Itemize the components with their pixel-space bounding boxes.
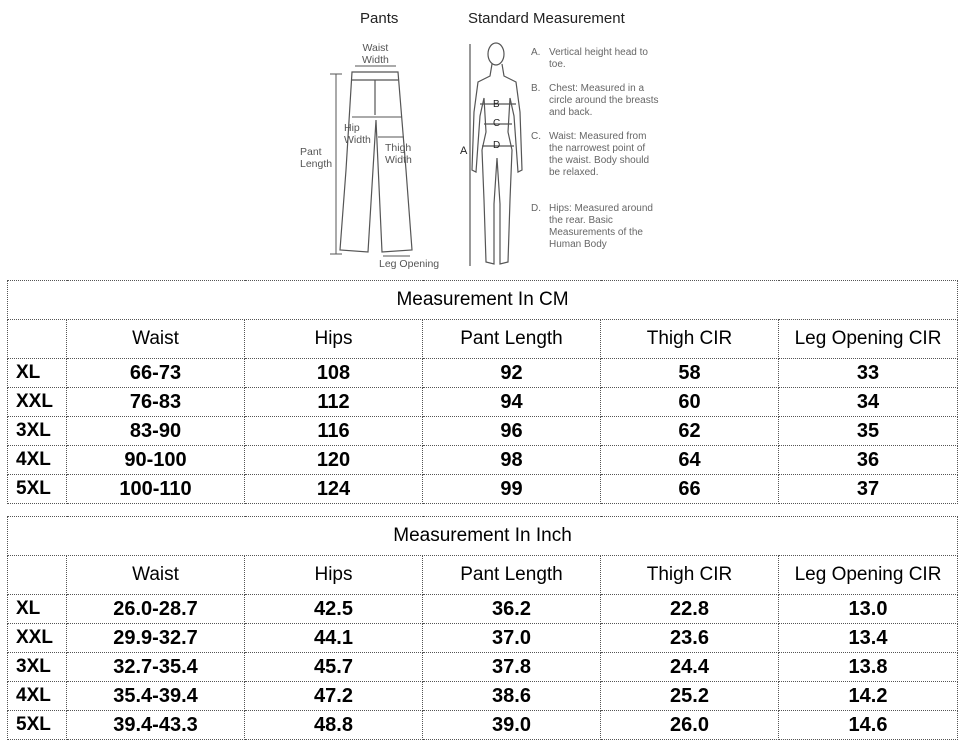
column-header: Waist: [67, 320, 245, 359]
table-cell: 14.2: [779, 682, 958, 711]
table-cell: 32.7-35.4: [67, 653, 245, 682]
table-cell: 100-110: [67, 475, 245, 504]
size-cell: 5XL: [8, 711, 67, 740]
column-header: Leg Opening CIR: [779, 556, 958, 595]
header-row: [8, 320, 958, 359]
column-header: Hips: [245, 556, 423, 595]
table-cell: 124: [245, 475, 423, 504]
table-row: [8, 595, 958, 624]
note-b: [531, 83, 659, 119]
diagram-drawing: [0, 0, 962, 280]
table-row: [8, 624, 958, 653]
table-cell: 64: [601, 446, 779, 475]
table-caption: Measurement In Inch: [8, 517, 958, 556]
table-cell: 92: [423, 359, 601, 388]
table-cell: 39.0: [423, 711, 601, 740]
table-row: [8, 446, 958, 475]
note-a-text: Vertical height head to toe.: [549, 47, 648, 70]
table-cell: 98: [423, 446, 601, 475]
table-cell: 13.8: [779, 653, 958, 682]
column-header: [8, 320, 67, 359]
table-cell: 37: [779, 475, 958, 504]
column-header: Pant Length: [423, 556, 601, 595]
table-cell: 60: [601, 388, 779, 417]
table-row: [8, 417, 958, 446]
size-table-inch: [7, 516, 958, 740]
table-cell: 36: [779, 446, 958, 475]
column-header: Waist: [67, 556, 245, 595]
size-cell: XXL: [8, 624, 67, 653]
note-c: [531, 131, 659, 179]
table-cell: 47.2: [245, 682, 423, 711]
note-d-key: D.: [531, 203, 541, 214]
table-cell: 62: [601, 417, 779, 446]
table-cell: 96: [423, 417, 601, 446]
table-row: [8, 711, 958, 740]
table-row: [8, 388, 958, 417]
table-cell: 13.0: [779, 595, 958, 624]
table-cell: 38.6: [423, 682, 601, 711]
table-cell: 58: [601, 359, 779, 388]
size-cell: 4XL: [8, 446, 67, 475]
table-cell: 26.0: [601, 711, 779, 740]
size-cell: 3XL: [8, 653, 67, 682]
table-row: [8, 475, 958, 504]
note-b-key: B.: [531, 83, 541, 94]
table-cell: 25.2: [601, 682, 779, 711]
table-cell: 14.6: [779, 711, 958, 740]
pants-title: Pants: [360, 10, 399, 27]
table-cell: 23.6: [601, 624, 779, 653]
standard-measurement-title: Standard Measurement: [468, 10, 625, 27]
table-cell: 22.8: [601, 595, 779, 624]
table-cell: 24.4: [601, 653, 779, 682]
table-cell: 35: [779, 417, 958, 446]
column-header: Pant Length: [423, 320, 601, 359]
table-cell: 94: [423, 388, 601, 417]
column-header: Thigh CIR: [601, 556, 779, 595]
size-cell: XL: [8, 595, 67, 624]
column-header: Hips: [245, 320, 423, 359]
table-cell: 48.8: [245, 711, 423, 740]
table-row: [8, 359, 958, 388]
column-header: Thigh CIR: [601, 320, 779, 359]
body-illustration: [470, 43, 522, 266]
table-cell: 45.7: [245, 653, 423, 682]
note-c-text: Waist: Measured from the narrowest point of the waist. Body should be relaxed.: [549, 131, 650, 178]
table-cell: 42.5: [245, 595, 423, 624]
table-cell: 83-90: [67, 417, 245, 446]
size-cell: 5XL: [8, 475, 67, 504]
table-cell: 26.0-28.7: [67, 595, 245, 624]
column-header: Leg Opening CIR: [779, 320, 958, 359]
body-label-a: A: [460, 145, 468, 157]
size-cell: 3XL: [8, 417, 67, 446]
table-cell: 66-73: [67, 359, 245, 388]
body-label-b: B: [493, 99, 500, 110]
table-cell: 112: [245, 388, 423, 417]
table-cell: 99: [423, 475, 601, 504]
table-cell: 120: [245, 446, 423, 475]
header-row: [8, 556, 958, 595]
pant-length-label: Pant Length: [300, 146, 333, 170]
table-cell: 13.4: [779, 624, 958, 653]
note-a-key: A.: [531, 47, 541, 58]
table-cell: 90-100: [67, 446, 245, 475]
size-cell: 4XL: [8, 682, 67, 711]
body-label-d: D: [493, 140, 501, 151]
table-cell: 36.2: [423, 595, 601, 624]
waist-width-label: Waist Width: [362, 42, 389, 66]
table-cell: 116: [245, 417, 423, 446]
table-cell: 37.0: [423, 624, 601, 653]
table-cell: 39.4-43.3: [67, 711, 245, 740]
table-cell: 108: [245, 359, 423, 388]
table-cell: 44.1: [245, 624, 423, 653]
note-d-text: Hips: Measured around the rear. Basic Measurements of the Human Body: [549, 203, 653, 250]
note-d: [531, 203, 659, 251]
thigh-width-label: Thigh Width: [385, 142, 412, 166]
table-cell: 34: [779, 388, 958, 417]
hip-width-label: Hip Width: [344, 122, 371, 146]
table-cell: 37.8: [423, 653, 601, 682]
measurement-diagram: [0, 0, 962, 280]
note-c-key: C.: [531, 131, 541, 142]
table-cell: 35.4-39.4: [67, 682, 245, 711]
leg-opening-label: Leg Opening: [379, 258, 440, 270]
table-row: [8, 682, 958, 711]
table-cell: 76-83: [67, 388, 245, 417]
size-cell: XXL: [8, 388, 67, 417]
table-cell: 29.9-32.7: [67, 624, 245, 653]
body-label-c: C: [493, 118, 501, 129]
table-cell: 33: [779, 359, 958, 388]
table-cell: 66: [601, 475, 779, 504]
size-cell: XL: [8, 359, 67, 388]
table-row: [8, 653, 958, 682]
size-table-cm: [7, 280, 958, 504]
table-caption: Measurement In CM: [8, 281, 958, 320]
note-a: [531, 47, 659, 71]
column-header: [8, 556, 67, 595]
note-b-text: Chest: Measured in a circle around the breasts and back.: [549, 83, 659, 118]
